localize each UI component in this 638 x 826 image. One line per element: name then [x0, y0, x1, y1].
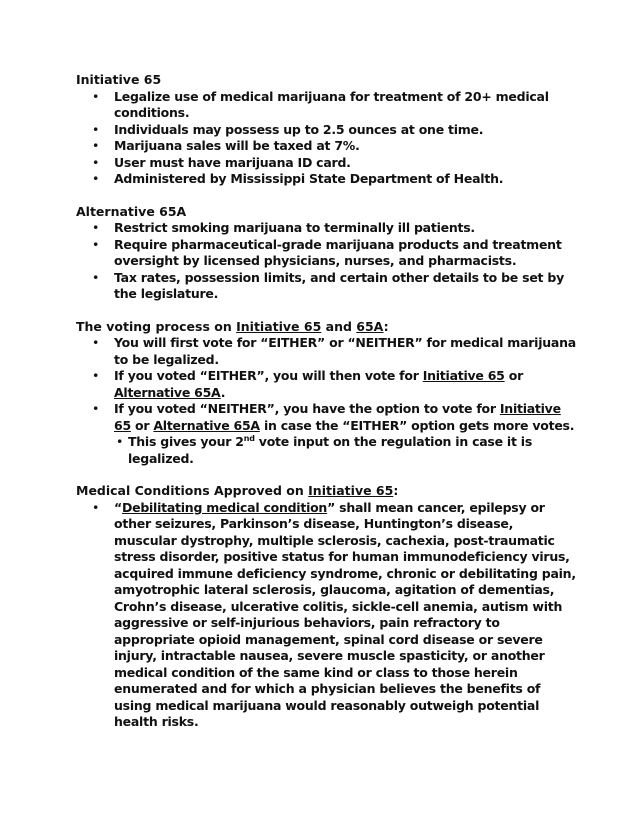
sub-list-item: • This gives your 2nd vote input on the regulation in case it is legalized. [116, 433, 533, 466]
list-item: • User must have marijuana ID card. [92, 154, 351, 170]
voting-process-list [76, 335, 576, 467]
bullet-icon: • [116, 434, 124, 449]
voting-process-heading: The voting process on Initiative 65 and 65A: [76, 318, 389, 334]
bullet-icon: • [92, 171, 100, 186]
initiative-65-link[interactable]: Initiative 65 [114, 401, 561, 433]
list-item: • Require pharmaceutical-grade marijuana products and treatment oversight by licensed physicians, nurses, and pharmacists. [92, 236, 562, 268]
list-item: • Tax rates, possession limits, and certain other details to be set by the legislature. [92, 269, 564, 301]
list-item: • “Debilitating medical condition” shall mean cancer, epilepsy or other seizures, Parkinson’s disease, Huntington’s disease, muscular dystrophy, multiple sclerosis, cachexia, post-traumatic stress disorder, positive status for human immunodeficiency virus, acquired immune deficiency syndrome, chronic or debilitating pain, amyotrophic lateral sclerosis, glaucoma, agitation of dementias, Crohn’s disease, ulcerative colitis, sickle-cell anemia, autism with aggressive or self-injurious behaviors, pain refractory to appropriate opioid management, spinal cord disease or severe injury, intractable nausea, severe muscle spasticity, or another medical condition of the same kind or class to those herein enumerated and for which a physician believes the benefits of using medical marijuana would reasonably outweigh potential health risks. [92, 499, 576, 729]
list-item: • If you voted “EITHER”, you will then vote for Initiative 65 or Alternative 65A. [92, 368, 523, 400]
bullet-icon: • [92, 335, 100, 350]
list-item: • If you voted “NEITHER”, you have the option to vote for Initiative 65 or Alternative 65A in case the “EITHER” option gets more votes. [92, 401, 575, 433]
list-item: • Restrict smoking marijuana to terminally ill patients. [92, 220, 475, 235]
medical-conditions-list [76, 500, 576, 731]
bullet-icon: • [92, 154, 100, 170]
list-item: • Administered by Mississippi State Department of Health. [92, 171, 504, 186]
bullet-icon: • [92, 236, 100, 252]
bullet-icon: • [92, 269, 100, 285]
list-item: • You will first vote for “EITHER” or “NEITHER” for medical marijuana to be legalized. [92, 335, 576, 367]
debilitating-medical-condition-link[interactable]: Debilitating medical condition [121, 499, 328, 515]
initiative-65-link[interactable]: Initiative 65 [422, 368, 505, 383]
bullet-icon: • [92, 220, 100, 235]
initiative-65-link[interactable]: Initiative 65 [236, 318, 322, 334]
list-item: • Legalize use of medical marijuana for treatment of 20+ medical conditions. [92, 88, 549, 120]
medical-conditions-heading: Medical Conditions Approved on Initiative 65: [76, 483, 399, 498]
medical-conditions-section [76, 483, 576, 731]
alternative-65a-link[interactable]: Alternative 65A [114, 384, 221, 400]
alternative-65a-list [76, 220, 576, 303]
bullet-icon: • [92, 499, 100, 515]
initiative-65-section [76, 72, 576, 188]
bullet-icon: • [92, 138, 100, 153]
voting-process-section [76, 319, 576, 468]
initiative-65-heading: Initiative 65 [76, 72, 162, 87]
bullet-icon: • [92, 401, 100, 416]
list-item: • Marijuana sales will be taxed at 7%. [92, 138, 360, 153]
list-item: • Individuals may possess up to 2.5 ounces at one time. [92, 121, 484, 137]
bullet-icon: • [92, 368, 100, 383]
65a-link[interactable]: 65A [356, 318, 384, 334]
bullet-icon: • [92, 88, 100, 104]
initiative-65-list [76, 89, 576, 188]
alternative-65a-heading: Alternative 65A [76, 203, 187, 219]
document-page [76, 72, 576, 747]
alternative-65a-section [76, 204, 576, 303]
bullet-icon: • [92, 121, 100, 137]
alternative-65a-link[interactable]: Alternative 65A [153, 417, 260, 433]
initiative-65-link[interactable]: Initiative 65 [308, 483, 394, 498]
